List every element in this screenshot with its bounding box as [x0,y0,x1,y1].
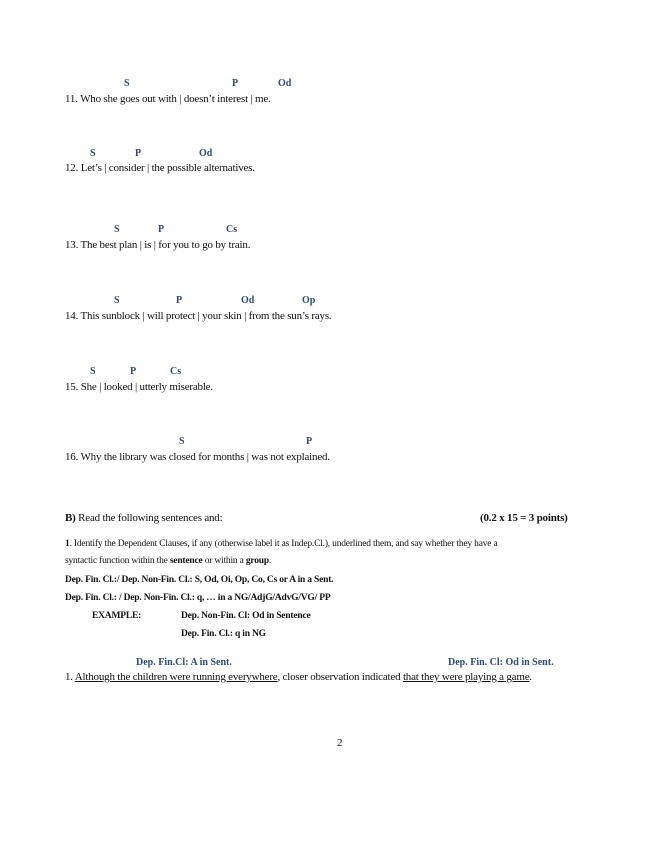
label-s: S [179,436,185,447]
label-s: S [114,224,120,235]
exercise-sentence-1 [65,671,532,683]
example-label: EXAMPLE: [92,611,142,621]
rule-label: Dep. Fin. Cl.: / Dep. Non-Fin. Cl.: [65,593,197,603]
label-s: S [90,366,96,377]
label-od: Od [199,148,213,159]
underlined-clause: Although the children were running everywhere [74,671,278,683]
label-s: S [90,148,96,159]
task-text: syntactic function within the [65,556,170,566]
label-p: P [232,78,239,89]
label-s: S [124,78,130,89]
rule-values: S, Od, Oi, Op, Co, Cs or A in a Sent. [194,575,334,585]
label-od: Od [278,78,292,89]
points-note: (0.2 x 15 = 3 points) [480,512,568,524]
label-cs: Cs [226,224,238,235]
label-p: P [135,148,142,159]
example-1: Dep. Non-Fin. Cl: Od in Sentence [181,611,311,621]
rule-sentence-functions [65,575,333,585]
section-b-heading [65,512,222,524]
emphasis-sentence: sentence [169,556,203,566]
task-number: 1 [65,539,70,549]
task-instruction-line1 [65,539,497,549]
sentence-11: 11. Who she goes out with | doesn’t interest | me. [65,93,271,105]
sentence-14: 14. This sunblock | will protect | your skin | from the sun’s rays. [65,310,332,322]
clause-label-2: Dep. Fin. Cl: Od in Sent. [448,657,554,668]
sentence-text: , closer observation indicated [277,671,403,683]
task-instruction-line2 [65,556,271,566]
label-od: Od [241,295,255,306]
label-op: Op [302,295,316,306]
rule-values: q, … in a NG/AdjG/AdvG/VG/ PP [196,593,331,603]
label-p: P [158,224,165,235]
exercise-number: 1. [65,671,75,683]
section-b-letter: B) [65,512,76,524]
label-s: S [114,295,120,306]
sentence-15: 15. She | looked | utterly miserable. [65,381,213,393]
label-cs: Cs [170,366,182,377]
task-text: . Identify the Dependent Clauses, if any (otherwise label it as Indep.Cl.), underlined them, and say whether they have a [69,539,498,549]
clause-label-1: Dep. Fin.Cl: A in Sent. [136,657,232,668]
underlined-clause: that they were playing a game [402,671,530,683]
sentence-13: 13. The best plan | is | for you to go by train. [65,239,251,251]
emphasis-group: group [245,556,269,566]
label-p: P [176,295,183,306]
example-2: Dep. Fin. Cl.: q in NG [181,629,266,639]
label-p: P [306,436,313,447]
sentence-16: 16. Why the library was closed for months | was not explained. [65,451,330,463]
rule-group-functions [65,593,330,603]
sentence-12: 12. Let’s | consider | the possible alternatives. [65,162,255,174]
sentence-text: . [529,671,532,683]
label-p: P [130,366,137,377]
task-text: or within a [202,556,246,566]
page-number: 2 [337,737,343,749]
task-text: . [268,556,272,566]
section-b-instruction: Read the following sentences and: [75,512,223,524]
rule-label: Dep. Fin. Cl.:/ Dep. Non-Fin. Cl.: [65,575,195,585]
